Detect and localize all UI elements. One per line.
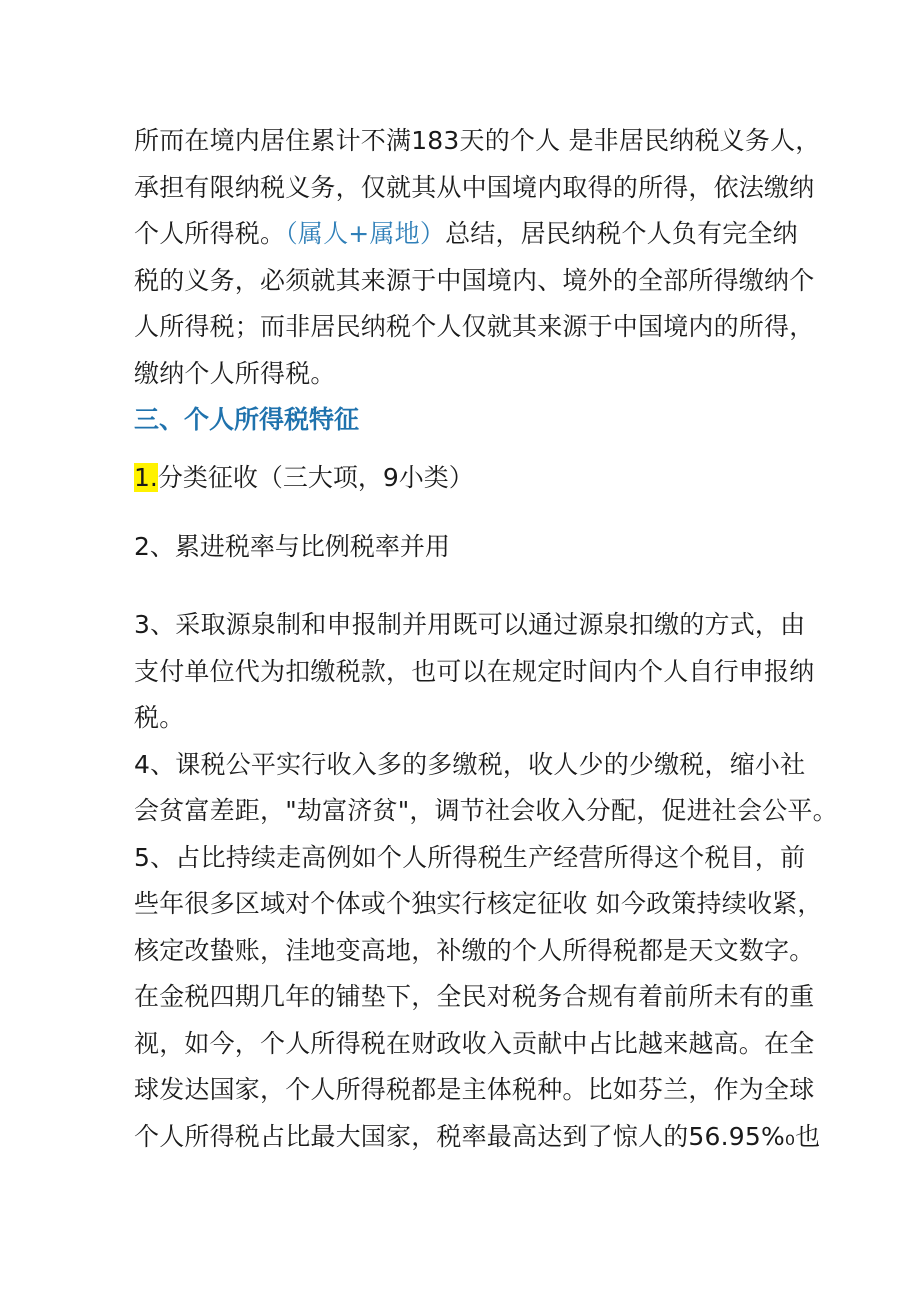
text-line: 3、采取源泉制和申报制并用既可以通过源泉扣缴的方式，由	[134, 610, 806, 639]
text-line: 承担有限纳税义务，仅就其从中国境内取得的所得，依法缴纳	[134, 172, 815, 202]
text-line: 税。	[134, 703, 185, 732]
text-line: 视，如今，个人所得税在财政收入贡献中占比越来越高。在全	[134, 1028, 815, 1058]
text-line	[134, 211, 814, 258]
list-item-1	[134, 455, 814, 502]
text-line: 支付单位代为扣缴税款，也可以在规定时间内个人自行申报纳	[134, 656, 815, 686]
document-page	[134, 118, 838, 1160]
text-line: 人所得税；而非居民纳税个人仅就其来源于中国境内的所得，	[134, 312, 815, 341]
text-line: 所而在境内居住累计不满183天的个人 是非居民纳税义务人，	[134, 126, 821, 155]
list-item-text: 分类征收（三大项，9小类）	[157, 463, 474, 492]
highlighted-number: 1.	[134, 463, 158, 492]
text-line: 会贫富差距，"劫富济贫"，调节社会收入分配，促进社会公平。	[134, 796, 838, 825]
accent-annotation: （属人+属地）	[285, 219, 446, 248]
list-item-4	[134, 742, 838, 835]
text-segment: 个人所得税。	[134, 219, 286, 248]
text-line: 个人所得税占比最大国家，税率最高达到了惊人的56.95%₀也	[134, 1121, 821, 1151]
text-line: 核定改蛰账，洼地变高地，补缴的个人所得税都是天文数字。	[134, 935, 815, 965]
text-line: 缴纳个人所得税。	[134, 358, 336, 388]
text-line: 在金税四期几年的铺垫下，全民对税务合规有着前所未有的重	[134, 982, 815, 1011]
text-segment: 总结，居民纳税个人负有完全纳	[445, 219, 798, 248]
paragraph-residency	[134, 118, 821, 397]
list-item-2: 2、累进税率与比例税率并用	[134, 531, 450, 561]
list-item-5	[134, 835, 823, 1161]
text-line: 球发达国家，个人所得税都是主体税种。比如芬兰，作为全球	[134, 1075, 815, 1104]
list-item-3	[134, 602, 814, 742]
text-line: 些年很多区域对个体或个独实行核定征收 如今政策持续收紧，	[134, 889, 823, 918]
section-heading: 三、个人所得税特征	[134, 405, 360, 434]
text-line: 5、占比持续走高例如个人所得税生产经营所得这个税目，前	[134, 842, 806, 872]
text-line: 税的义务，必须就其来源于中国境内、境外的全部所得缴纳个	[134, 265, 815, 295]
text-line: 4、课税公平实行收入多的多缴税，收人少的少缴税，缩小社	[134, 749, 806, 779]
